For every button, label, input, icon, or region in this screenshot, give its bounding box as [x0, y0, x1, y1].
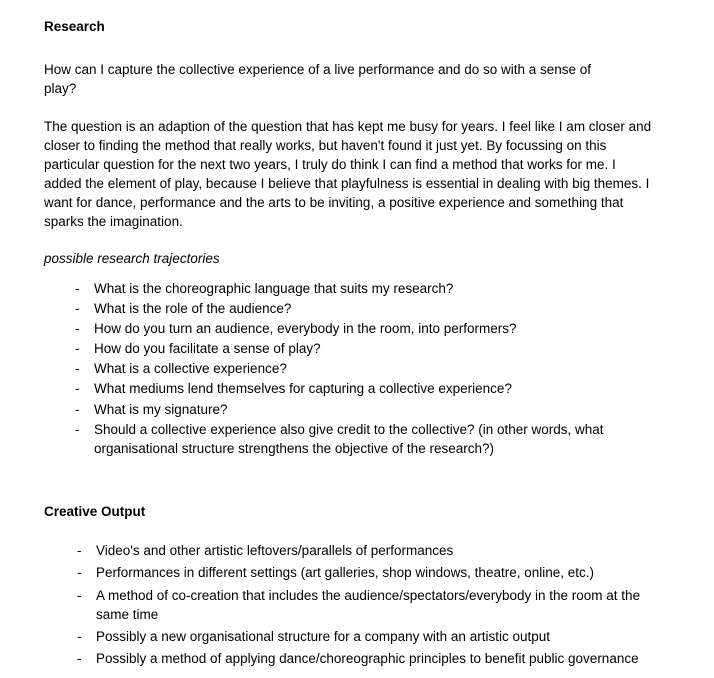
research-trajectories-list: [44, 279, 670, 458]
dash-bullet-icon: -: [75, 381, 80, 397]
list-item: [44, 649, 670, 668]
list-item-text: What is a collective experience?: [94, 361, 287, 377]
dash-bullet-icon: -: [77, 543, 82, 559]
list-item: [44, 279, 670, 298]
list-item: [44, 379, 670, 398]
list-item: [44, 627, 670, 646]
list-item-text: Should a collective experience also give credit to the collective? (in other words, what organisational structure strengthens the objective of the research?): [94, 421, 604, 456]
dash-bullet-icon: -: [75, 320, 80, 336]
dash-bullet-icon: -: [77, 565, 82, 581]
list-item-text: What is the role of the audience?: [94, 300, 292, 316]
list-item-text: How do you turn an audience, everybody in the room, into performers?: [94, 320, 517, 336]
section-heading-research: Research: [44, 19, 105, 34]
spacer: [44, 521, 670, 541]
list-item-text: What mediums lend themselves for capturing a collective experience?: [94, 381, 512, 397]
list-item-text: Possibly a new organisational structure for a company with an artistic output: [96, 628, 550, 644]
spacer: [44, 231, 670, 249]
list-item-text: How do you facilitate a sense of play?: [94, 341, 321, 357]
spacer: [44, 36, 670, 60]
creative-output-list: [44, 541, 670, 668]
list-item: [44, 563, 670, 582]
list-item-text: What is my signature?: [94, 401, 228, 417]
list-item: [44, 400, 670, 419]
spacer: [44, 99, 670, 117]
dash-bullet-icon: -: [75, 300, 80, 316]
list-item-text: Possibly a method of applying dance/choreographic principles to benefit public governance: [96, 651, 639, 667]
research-question-paragraph: How can I capture the collective experience of a live performance and do so with a sense of play?: [44, 62, 592, 97]
list-item: [44, 319, 670, 338]
list-item: [44, 299, 670, 318]
dash-bullet-icon: -: [75, 280, 80, 296]
list-item-text: Video's and other artistic leftovers/parallels of performances: [96, 543, 454, 559]
dash-bullet-icon: -: [77, 651, 82, 667]
list-item: [44, 586, 670, 624]
spacer: [44, 269, 670, 279]
dash-bullet-icon: -: [75, 361, 80, 377]
dash-bullet-icon: -: [75, 401, 80, 417]
dash-bullet-icon: -: [77, 628, 82, 644]
list-item: [44, 541, 670, 560]
research-body-paragraph: The question is an adaption of the question that has kept me busy for years. I feel like I am closer and closer to finding the method that really works, but haven't found it just yet. By focussing on this particular question for the next two years, I truly do think I can find a method that works for me. I added the element of play, because I believe that playfulness is essential in dealing with big themes. I want for dance, performance and the arts to be inviting, a positive experience and something that sparks the imagination.: [44, 118, 652, 230]
spacer: [44, 459, 670, 503]
section-heading-creative-output: Creative Output: [44, 504, 146, 520]
dash-bullet-icon: -: [75, 421, 80, 437]
list-item: [44, 359, 670, 378]
dash-bullet-icon: -: [77, 587, 82, 603]
research-trajectories-label: possible research trajectories: [44, 251, 220, 267]
list-item-text: Performances in different settings (art galleries, shop windows, theatre, online, etc.): [96, 565, 594, 581]
list-item: [44, 420, 670, 458]
list-item-text: What is the choreographic language that suits my research?: [94, 280, 454, 296]
list-item-text: A method of co-creation that includes the audience/spectators/everybody in the room at the same time: [96, 587, 641, 622]
dash-bullet-icon: -: [75, 341, 80, 357]
list-item: [44, 339, 670, 358]
